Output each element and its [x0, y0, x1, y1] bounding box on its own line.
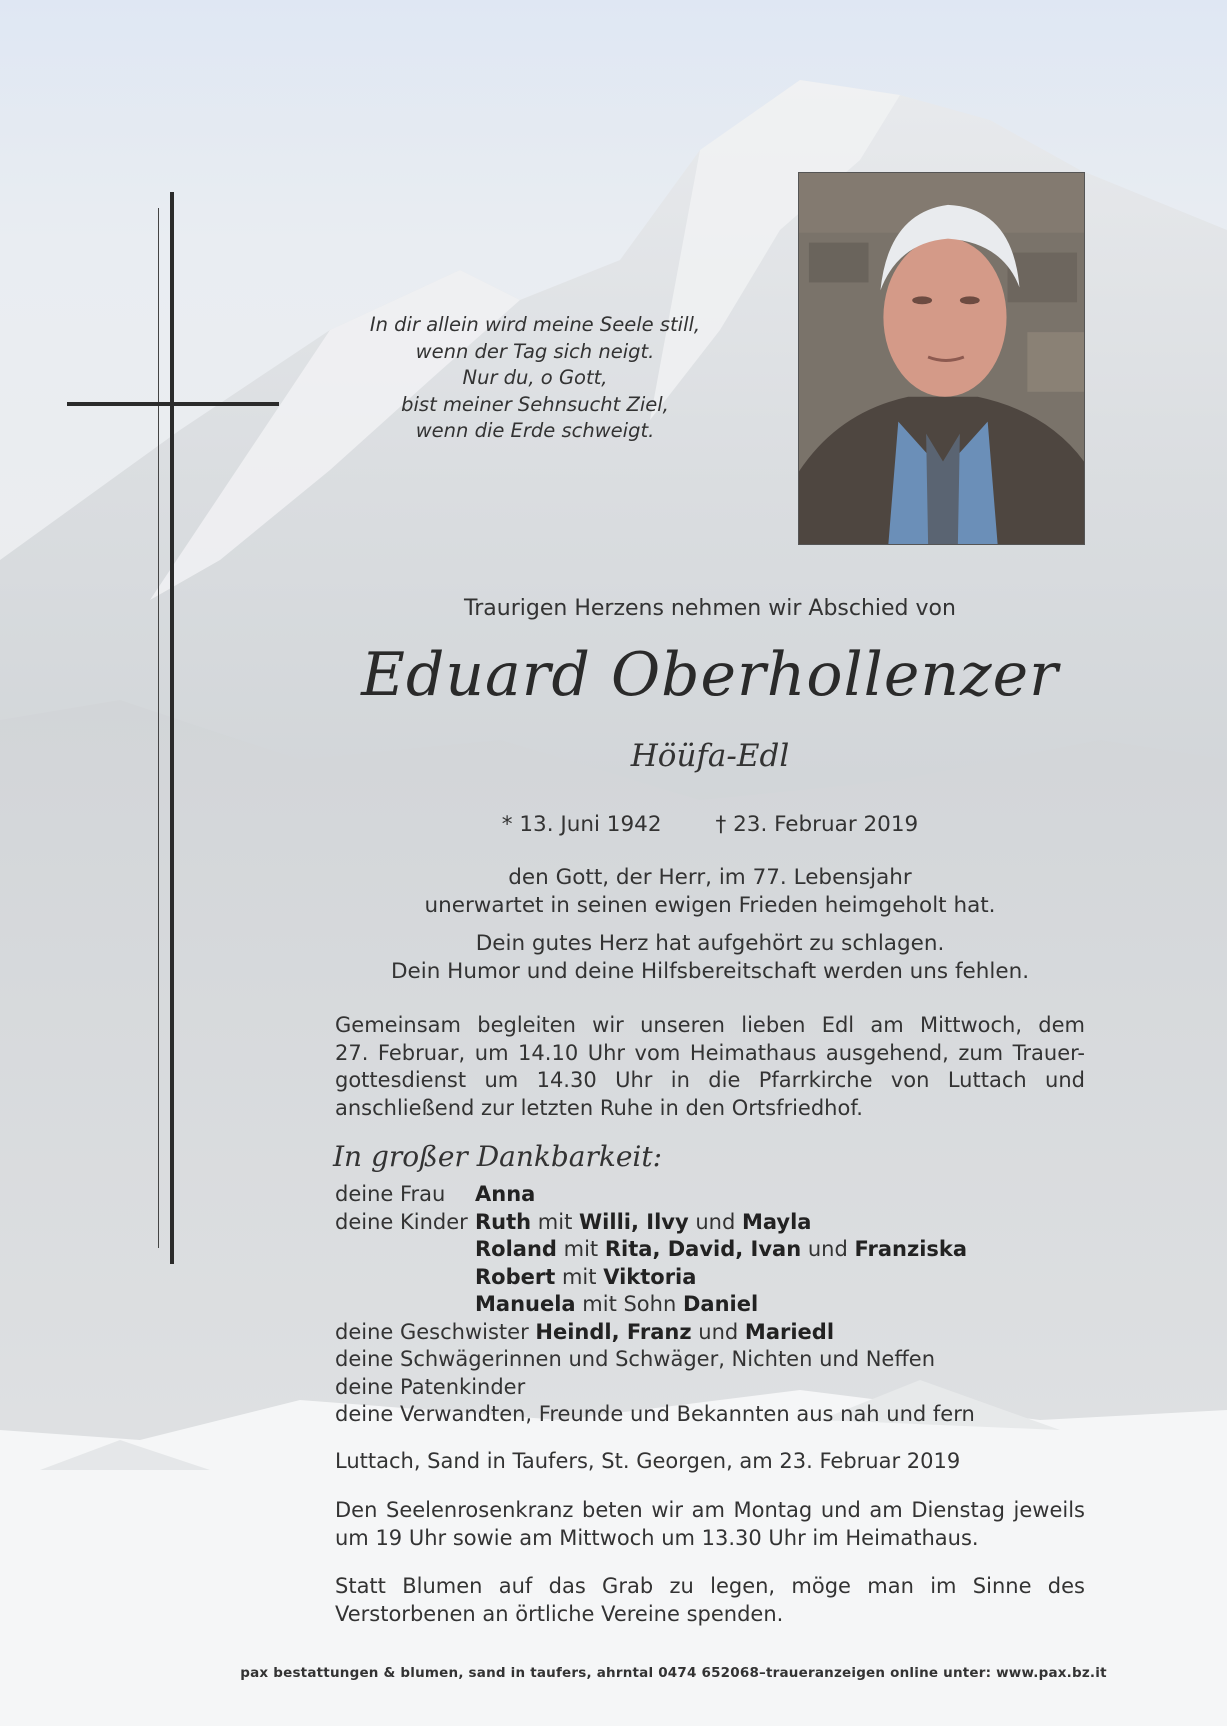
passing-message — [300, 864, 1120, 920]
tribute-message — [300, 930, 1120, 986]
mourner-name: Heindl, Franz — [535, 1319, 692, 1344]
connector-text: und — [698, 1319, 739, 1344]
portrait-photo — [798, 172, 1085, 545]
footer-text: pax bestattungen & blumen, sand in taufers, ahrntal 0474 652068–traueranzeigen online unter: www.pax.bz.it — [240, 1665, 1107, 1681]
mourner-row — [335, 1291, 975, 1319]
mourner-name: Willi, Ilvy — [579, 1209, 689, 1234]
deceased-name: Eduard Oberhollenzer — [361, 640, 1059, 710]
message-line: Dein Humor und deine Hilfsbereitschaft werden uns fehlen. — [390, 959, 1030, 984]
rosary-paragraph — [335, 1497, 1085, 1552]
mourner-row: deine Verwandten, Freunde und Bekannten aus nah und fern — [335, 1402, 975, 1426]
paragraph-line: Gemeinsam begleiten wir unseren lieben Edl am Mittwoch, dem — [335, 1013, 1085, 1037]
message-line: Dein gutes Herz hat aufgehört zu schlagen. — [475, 931, 945, 956]
deceased-nickname: Höüfa-Edl — [630, 738, 790, 774]
thanks-heading: In großer Dankbarkeit: — [333, 1140, 663, 1173]
funeral-paragraph — [335, 1012, 1085, 1122]
message-line: unerwartet in seinen ewigen Frieden heimgeholt hat. — [424, 893, 996, 918]
mourner-row — [335, 1319, 975, 1347]
mourner-row — [335, 1236, 975, 1264]
connector-text: mit — [561, 1264, 597, 1289]
paragraph-line: Verstorbenen an örtliche Vereine spenden. — [335, 1601, 784, 1626]
mourner-name: Robert — [475, 1264, 556, 1289]
paragraph-line: um 19 Uhr sowie am Mittwoch um 13.30 Uhr im Heimathaus. — [335, 1525, 979, 1550]
relation-label: deine Frau — [335, 1182, 446, 1206]
paragraph-line: anschließend zur letzten Ruhe in den Ortsfriedhof. — [335, 1095, 863, 1120]
paragraph-line: Statt Blumen auf das Grab zu legen, möge man im Sinne des — [335, 1574, 1085, 1598]
life-dates — [300, 812, 1120, 837]
verse-line: wenn der Tag sich neigt. — [415, 339, 655, 363]
mourner-name: Franziska — [854, 1237, 968, 1261]
paragraph-line: 27. Februar, um 14.10 Uhr vom Heimathaus ausgehend, zum Trauer- — [335, 1040, 1085, 1065]
mourner-name: Manuela — [475, 1292, 576, 1316]
mourner-name: Daniel — [682, 1292, 759, 1316]
verse-line: In dir allein wird meine Seele still, — [369, 313, 701, 336]
relation-label: deine Kinder — [335, 1209, 468, 1234]
flowers-paragraph — [335, 1573, 1085, 1628]
mourner-name: Rita, David, Ivan — [604, 1237, 802, 1261]
verse-line: Nur du, o Gott, — [462, 366, 608, 389]
mourner-name: Mariedl — [744, 1319, 835, 1344]
intro-text: Traurigen Herzens nehmen wir Abschied von — [464, 596, 956, 621]
mourners-list — [335, 1181, 975, 1429]
mourner-row: deine Schwägerinnen und Schwäger, Nichten und Neffen — [335, 1347, 936, 1371]
mourner-row — [335, 1209, 975, 1237]
paragraph-line: gottesdienst um 14.30 Uhr in die Pfarrkirche von Luttach und — [335, 1068, 1085, 1092]
message-line: den Gott, der Herr, im 77. Lebensjahr — [508, 865, 912, 890]
cross-vertical-line — [158, 208, 159, 1248]
mourner-name: Roland — [475, 1237, 557, 1261]
connector-text: mit Sohn — [582, 1292, 677, 1316]
mourner-name: Viktoria — [603, 1264, 697, 1289]
paragraph-line: Den Seelenrosenkranz beten wir am Montag und am Dienstag jeweils — [335, 1498, 1085, 1522]
footer-credit — [0, 1665, 1227, 1681]
connector-text: und — [807, 1237, 848, 1261]
mourner-name: Mayla — [741, 1209, 812, 1234]
cross-horizontal-bar — [67, 402, 279, 406]
death-date: † 23. Februar 2019 — [715, 812, 919, 837]
cross-vertical-bar — [170, 192, 174, 1264]
verse-line: bist meiner Sehnsucht Ziel, — [401, 392, 669, 416]
mourner-name: Ruth — [475, 1209, 532, 1234]
memorial-verse — [330, 312, 740, 445]
mourner-row — [335, 1264, 975, 1292]
relation-label: deine Geschwister — [335, 1319, 529, 1344]
connector-text: mit — [563, 1237, 599, 1261]
mourner-row: deine Patenkinder — [335, 1374, 526, 1399]
birth-date: * 13. Juni 1942 — [501, 812, 662, 837]
place-date: Luttach, Sand in Taufers, St. Georgen, am 23. Februar 2019 — [335, 1449, 961, 1473]
verse-line: wenn die Erde schweigt. — [415, 419, 655, 442]
mourner-name: Anna — [475, 1182, 536, 1206]
mourner-row — [335, 1181, 975, 1209]
connector-text: mit — [537, 1209, 573, 1234]
connector-text: und — [695, 1209, 736, 1234]
